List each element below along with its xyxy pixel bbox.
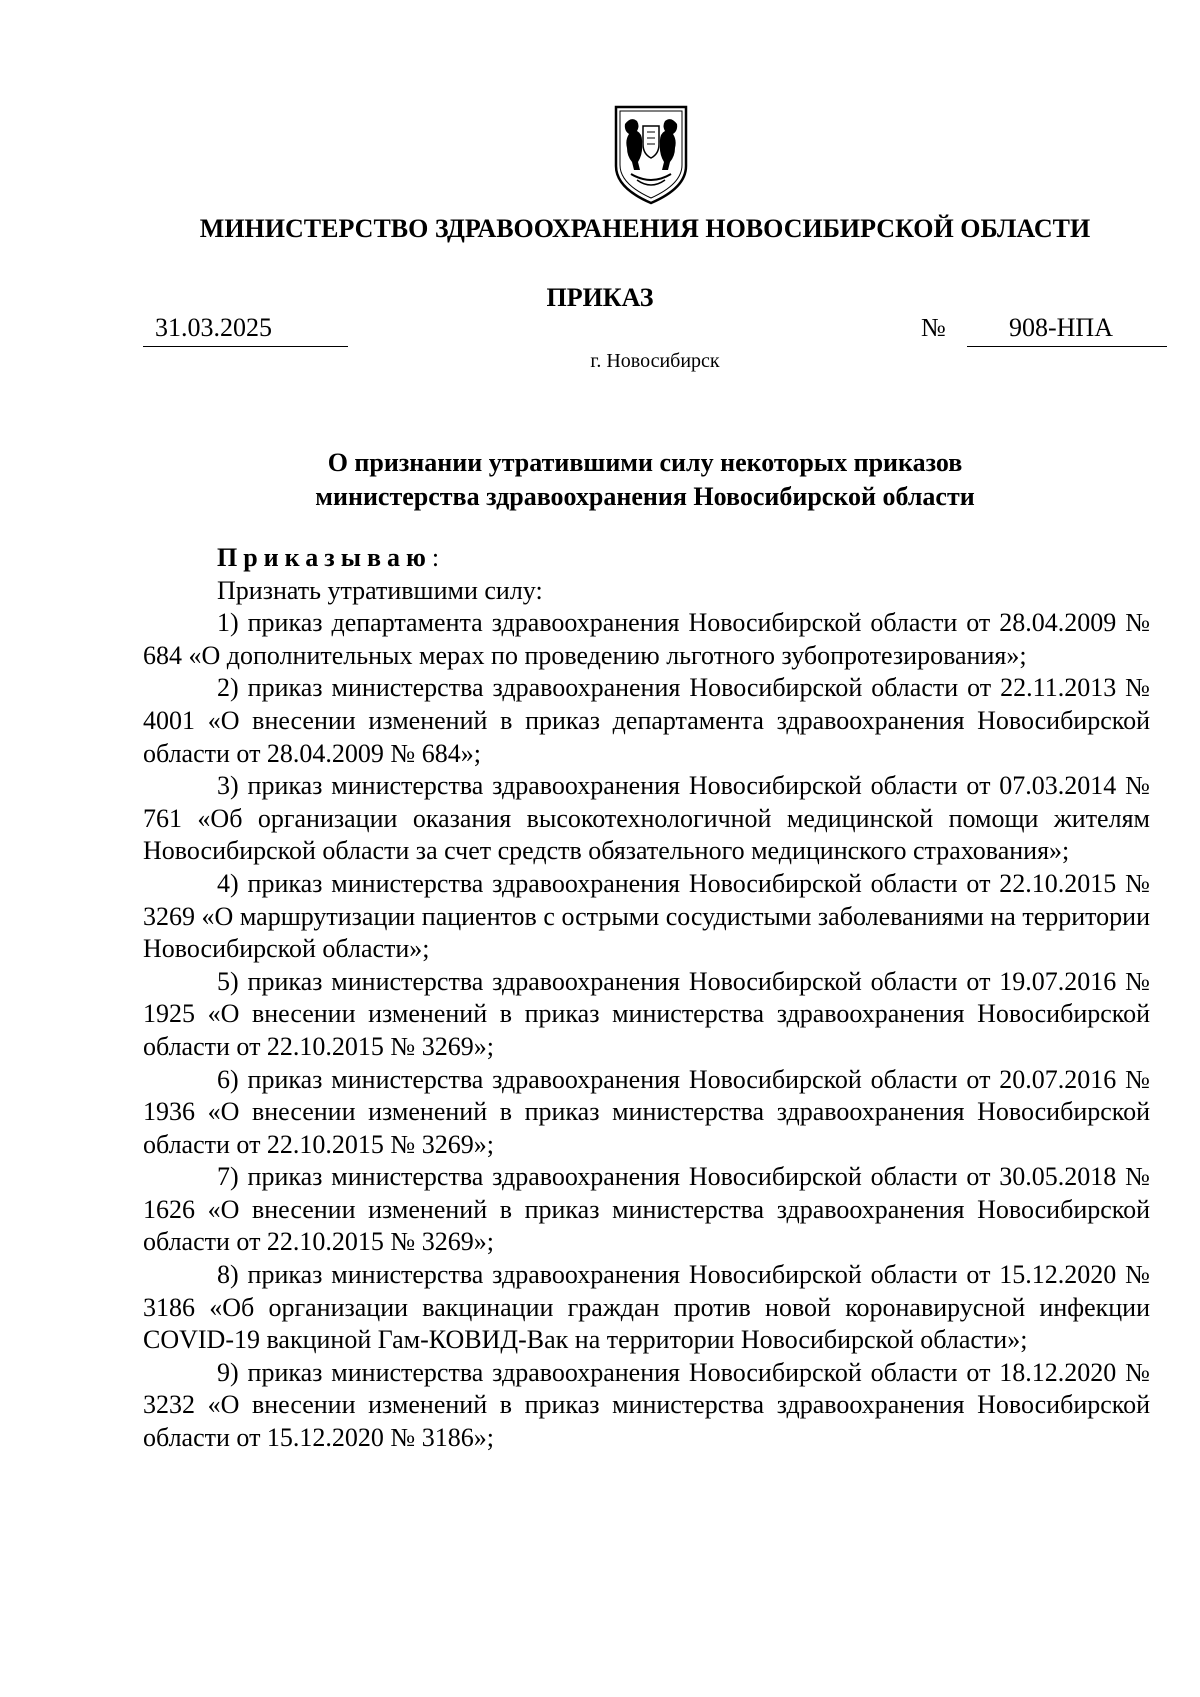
directive — [143, 542, 1150, 575]
document-subject — [140, 446, 1150, 514]
document-body — [143, 542, 1150, 1455]
list-item: 4) приказ министерства здравоохранения Новосибирской области от 22.10.2015 № 3269 «О маршрутизации пациентов с острыми сосудистыми заболеваниями на территории Новосибирской области»; — [143, 868, 1150, 964]
ministry-name: МИНИСТЕРСТВО ЗДРАВООХРАНЕНИЯ НОВОСИБИРСКОЙ ОБЛАСТИ — [199, 214, 1091, 243]
directive-colon: : — [431, 543, 440, 572]
list-item: 1) приказ департамента здравоохранения Новосибирской области от 28.04.2009 № 684 «О дополнительных мерах по проведению льготного зубопротезирования»; — [143, 608, 1150, 670]
order-date-field — [143, 312, 348, 347]
city: г. Новосибирск — [590, 350, 720, 372]
list-item: 7) приказ министерства здравоохранения Новосибирской области от 30.05.2018 № 1626 «О внесении изменений в приказ министерства здравоохранения Новосибирской области от 22.10.2015 № 3269»; — [143, 1162, 1150, 1257]
coat-of-arms-icon — [613, 104, 689, 206]
directive-word: Приказываю — [217, 543, 432, 572]
order-date: 31.03.2025 — [155, 313, 272, 342]
list-item: 8) приказ министерства здравоохранения Новосибирской области от 15.12.2020 № 3186 «Об организации вакцинации граждан против новой коронавирусной инфекции COVID-19 вакциной Гам-КОВИД-Вак на территории Новосибирской области»; — [143, 1260, 1150, 1355]
order-number: 908-НПА — [1009, 313, 1113, 342]
list-item: 6) приказ министерства здравоохранения Новосибирской области от 20.07.2016 № 1936 «О внесении изменений в приказ министерства здравоохранения Новосибирской области от 22.10.2015 № 3269»; — [143, 1064, 1150, 1159]
number-sign: № — [921, 313, 946, 342]
list-item: 3) приказ министерства здравоохранения Новосибирской области от 07.03.2014 № 761 «Об организации оказания высокотехнологичной медицинской помощи жителям Новосибирской области за счет средств обязательного медицинского страхования»; — [143, 771, 1150, 866]
list-item: 9) приказ министерства здравоохранения Новосибирской области от 18.12.2020 № 3232 «О внесении изменений в приказ министерства здравоохранения Новосибирской области от 15.12.2020 № 3186»; — [143, 1357, 1150, 1453]
subject-line-1: О признании утратившими силу некоторых приказов — [327, 448, 963, 477]
document-type: ПРИКАЗ — [546, 283, 654, 312]
list-item: 2) приказ министерства здравоохранения Новосибирской области от 22.11.2013 № 4001 «О внесении изменений в приказ департамента здравоохранения Новосибирской области от 28.04.2009 № 684»; — [143, 673, 1150, 768]
list-item: 5) приказ министерства здравоохранения Новосибирской области от 19.07.2016 № 1925 «О внесении изменений в приказ министерства здравоохранения Новосибирской области от 22.10.2015 № 3269»; — [143, 966, 1150, 1061]
order-number-field — [967, 312, 1167, 347]
subject-line-2: министерства здравоохранения Новосибирской области — [315, 482, 975, 511]
intro-text: Признать утратившими силу: — [217, 575, 543, 605]
